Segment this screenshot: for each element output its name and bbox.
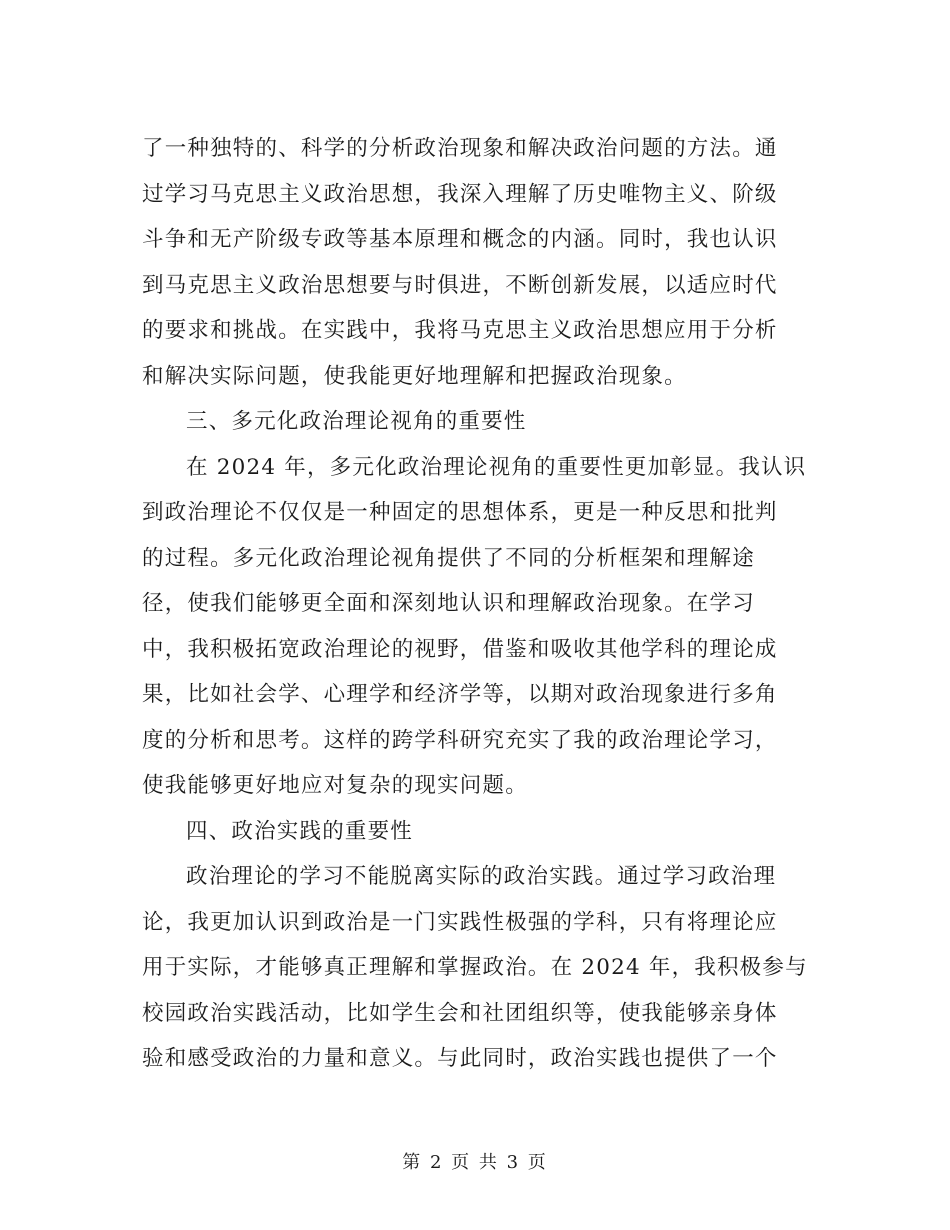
text-line: 验和感受政治的力量和意义。与此同时，政治实践也提供了一个	[142, 1046, 778, 1071]
text-line: 果，比如社会学、心理学和经济学等，以期对政治现象进行多角	[142, 682, 778, 707]
text-line: 在 2024 年，多元化政治理论视角的重要性更加彰显。我认识	[186, 454, 807, 480]
text-line: 过学习马克思主义政治思想，我深入理解了历史唯物主义、阶级	[142, 181, 778, 207]
text-line: 四、政治实践的重要性	[186, 818, 414, 844]
text-line: 了一种独特的、科学的分析政治现象和解决政治问题的方法。通	[142, 136, 778, 161]
text-line: 使我能够更好地应对复杂的现实问题。	[142, 773, 528, 798]
text-line: 中，我积极拓宽政治理论的视野，借鉴和吸收其他学科的理论成	[142, 636, 778, 662]
text-line: 和解决实际问题，使我能更好地理解和把握政治现象。	[142, 363, 687, 389]
page-footer: 第 2 页 共 3 页	[402, 1152, 548, 1173]
text-line: 到马克思主义政治思想要与时俱进，不断创新发展，以适应时代	[142, 272, 778, 298]
text-line: 校园政治实践活动，比如学生会和社团组织等，使我能够亲身体	[142, 1000, 778, 1026]
document-body	[142, 126, 812, 1082]
text-line: 斗争和无产阶级专政等基本原理和概念的内涵。同时，我也认识	[142, 227, 778, 252]
text-line: 的要求和挑战。在实践中，我将马克思主义政治思想应用于分析	[142, 318, 778, 343]
text-line: 用于实际，才能够真正理解和掌握政治。在 2024 年，我积极参与	[142, 955, 808, 980]
text-line: 度的分析和思考。这样的跨学科研究充实了我的政治理论学习，	[142, 727, 778, 753]
text-line: 到政治理论不仅仅是一种固定的思想体系，更是一种反思和批判	[142, 500, 778, 525]
text-line: 论，我更加认识到政治是一门实践性极强的学科，只有将理论应	[142, 909, 778, 935]
text-line: 径，使我们能够更全面和深刻地认识和理解政治现象。在学习	[142, 591, 755, 616]
text-line: 政治理论的学习不能脱离实际的政治实践。通过学习政治理	[186, 864, 777, 889]
text-line: 的过程。多元化政治理论视角提供了不同的分析框架和理解途	[142, 545, 755, 571]
text-line: 三、多元化政治理论视角的重要性	[186, 409, 527, 434]
